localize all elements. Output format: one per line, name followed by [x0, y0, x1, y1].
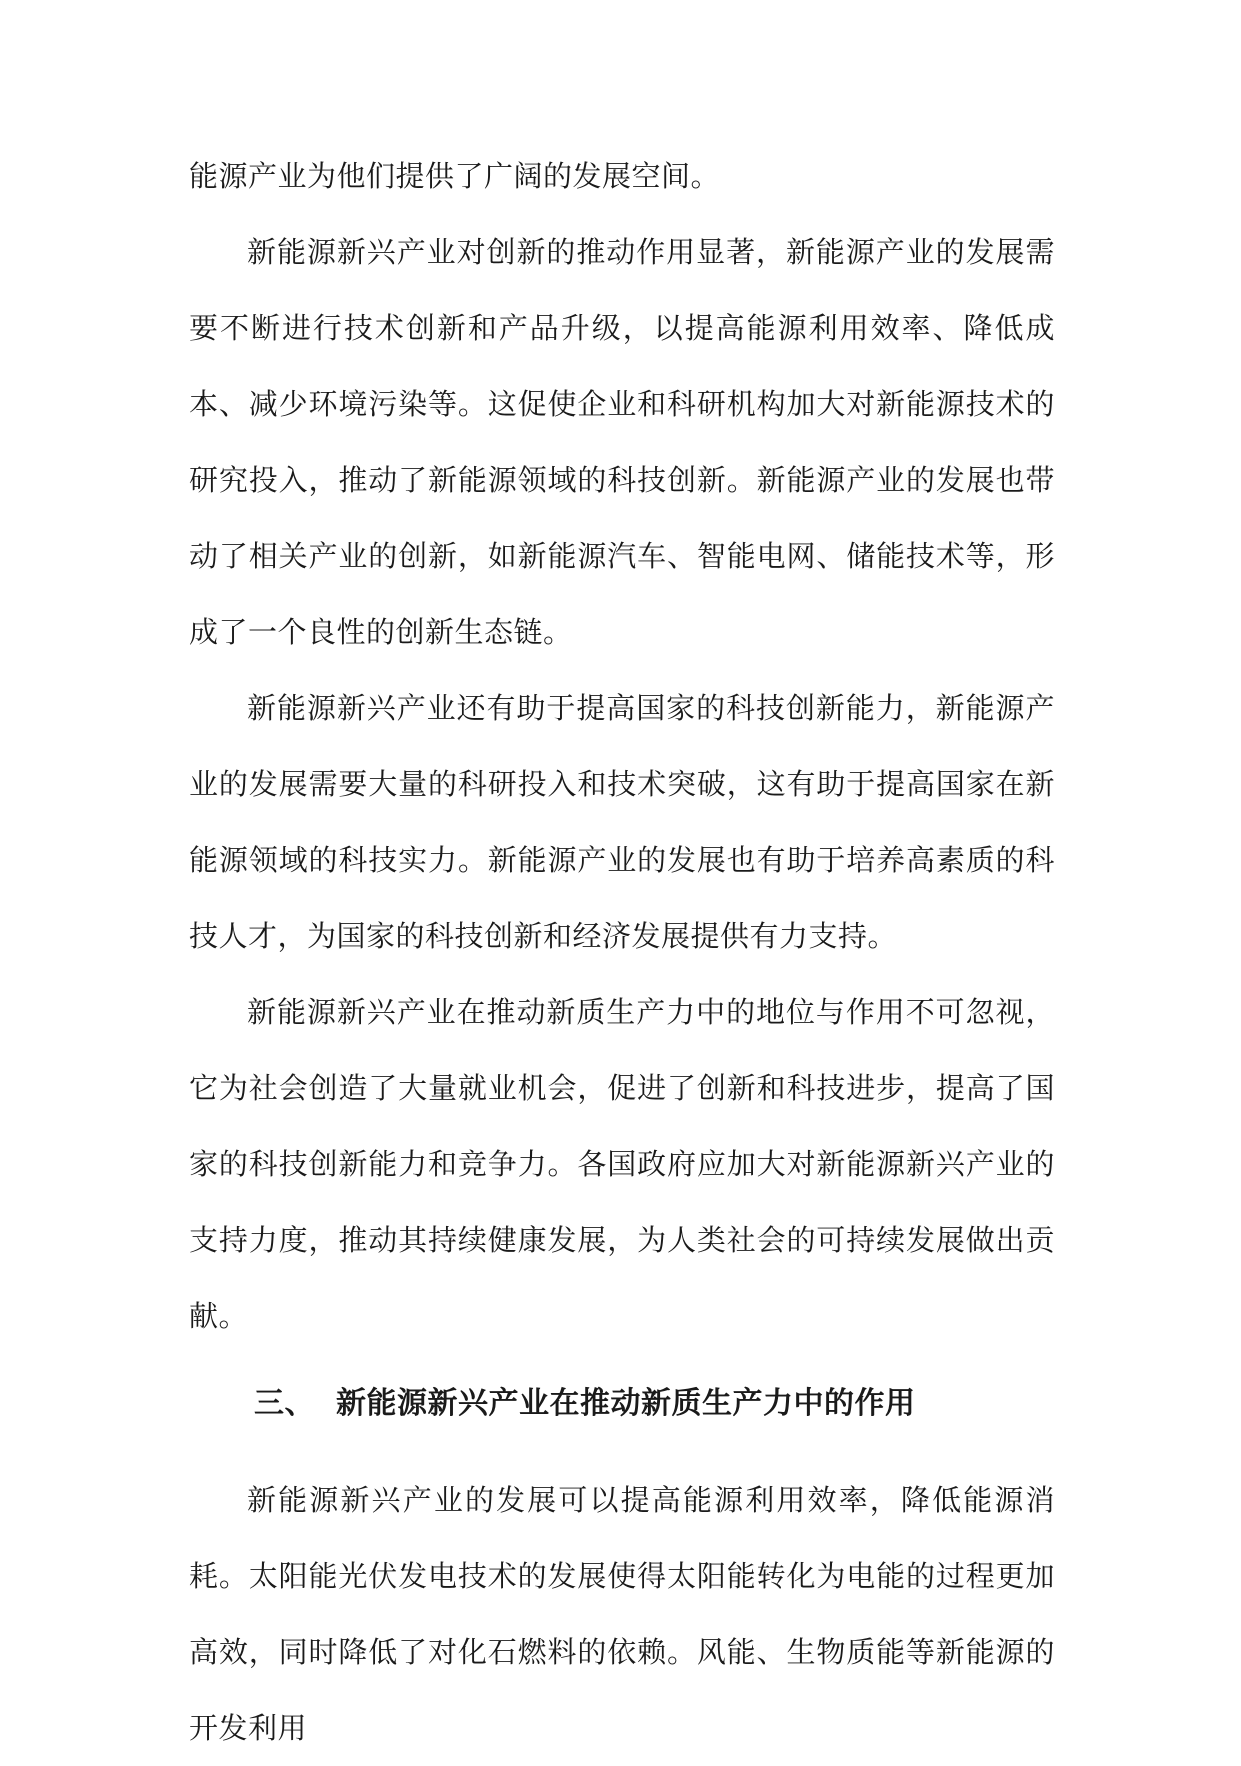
- section-heading: [189, 1354, 1055, 1462]
- paragraph-innovation: 新能源新兴产业对创新的推动作用显著，新能源产业的发展需要不断进行技术创新和产品升级，以提高能源利用效率、降低成本、减少环境污染等。这促使企业和科研机构加大对新能源技术的研究投入，推动了新能源领域的科技创新。新能源产业的发展也带动了相关产业的创新，如新能源汽车、智能电网、储能技术等，形成了一个良性的创新生态链。: [189, 235, 1055, 649]
- section-title: 新能源新兴产业在推动新质生产力中的作用: [336, 1386, 916, 1421]
- paragraph-national-capacity: 新能源新兴产业还有助于提高国家的科技创新能力，新能源产业的发展需要大量的科研投入和技术突破，这有助于提高国家在新能源领域的科技实力。新能源产业的发展也有助于培养高素质的科技人才，为国家的科技创新和经济发展提供有力支持。: [189, 691, 1055, 953]
- paragraph-continued: 能源产业为他们提供了广阔的发展空间。: [189, 159, 721, 193]
- section-number: 三、: [254, 1386, 315, 1421]
- paragraph-conclusion: 新能源新兴产业在推动新质生产力中的地位与作用不可忽视，它为社会创造了大量就业机会，促进了创新和科技进步，提高了国家的科技创新能力和竞争力。各国政府应加大对新能源新兴产业的支持力度，推动其持续健康发展，为人类社会的可持续发展做出贡献。: [189, 995, 1055, 1333]
- paragraph-efficiency: 新能源新兴产业的发展可以提高能源利用效率，降低能源消耗。太阳能光伏发电技术的发展使得太阳能转化为电能的过程更加高效，同时降低了对化石燃料的依赖。风能、生物质能等新能源的开发利用: [189, 1483, 1055, 1745]
- document-page: [189, 138, 1055, 1766]
